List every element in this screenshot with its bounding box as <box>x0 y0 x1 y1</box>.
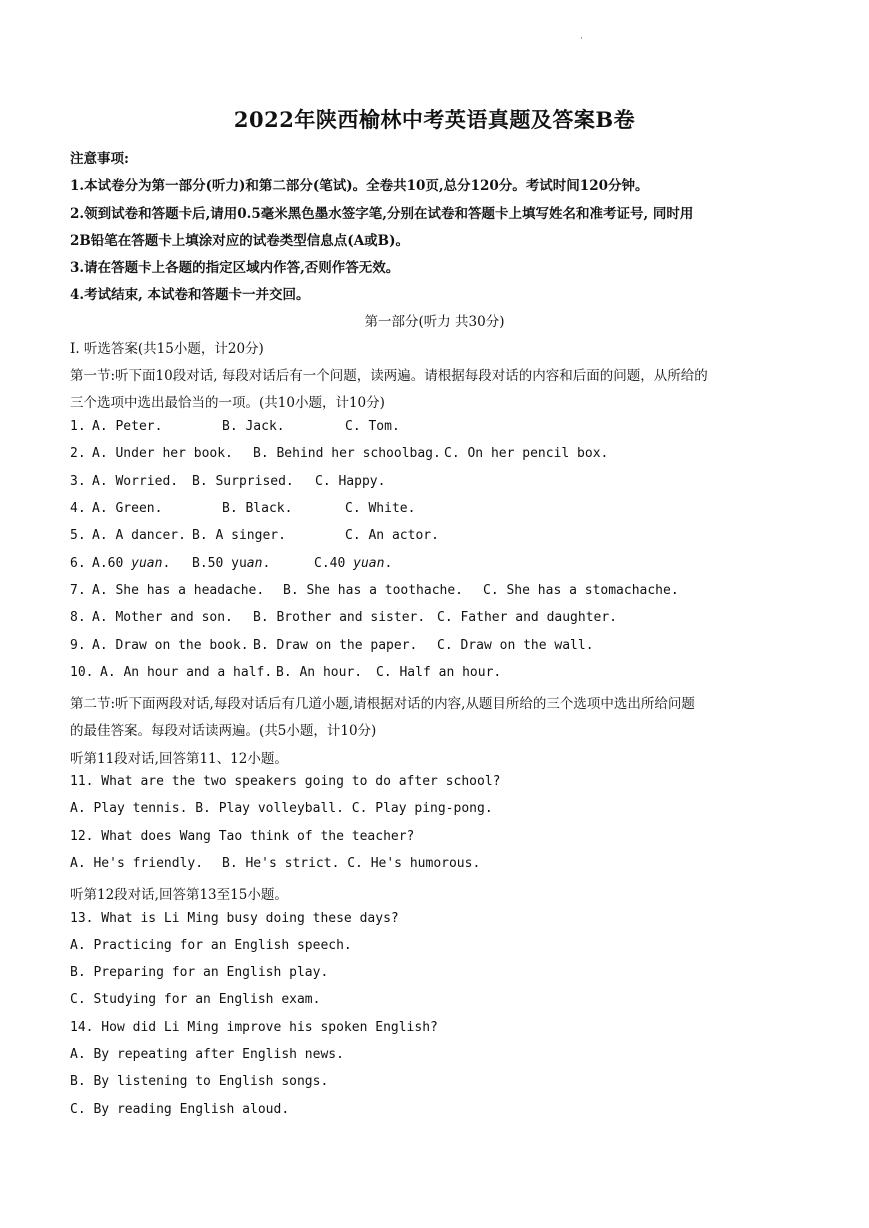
q1-number: 1. <box>70 419 86 434</box>
q9-option-b: B. Draw on the paper. <box>253 638 418 653</box>
q2-option-c: C. On her pencil box. <box>444 446 609 461</box>
sub1-instructions-line2: 三个选项中选出最恰当的一项。(共10小题，计10分) <box>70 395 385 411</box>
dialogue-12-note: 听第12段对话,回答第13至15小题。 <box>70 887 288 903</box>
q6-b-price: B.50 yu <box>192 556 247 571</box>
sub2-instructions-line2: 的最佳答案。每段对话读两遍。(共5小题，计10分) <box>70 723 377 739</box>
q6-option-b <box>192 556 270 571</box>
q7-option-c: C. She has a stomachache. <box>483 583 679 598</box>
q2-number: 2. <box>70 446 86 461</box>
q3-option-c: C. Happy. <box>315 474 386 489</box>
q13-option-c: C. Studying for an English exam. <box>70 992 321 1007</box>
q5-option-b: B. A singer. <box>192 528 286 543</box>
q4-option-a: A. Green. <box>92 501 163 516</box>
question-13-stem: 13. What is Li Ming busy doing these days? <box>70 911 399 926</box>
q4-option-b: B. Black. <box>222 501 293 516</box>
q5-option-c: C. An actor. <box>345 528 439 543</box>
part1-heading: 第一部分(听力 共30分) <box>364 314 505 330</box>
dialogue-11-note: 听第11段对话,回答第11、12小题。 <box>70 751 288 767</box>
notice-heading: 注意事项: <box>70 151 129 167</box>
question-7 <box>70 583 810 598</box>
q9-option-a: A. Draw on the book. <box>92 638 249 653</box>
question-11-stem: 11. What are the two speakers going to do after school? <box>70 774 501 789</box>
q1-option-c: C. Tom. <box>345 419 400 434</box>
q6-option-a <box>92 556 170 571</box>
q13-option-a: A. Practicing for an English speech. <box>70 938 352 953</box>
q10-option-c: C. Half an hour. <box>376 665 502 680</box>
sub2-instructions-line1: 第二节:听下面两段对话,每段对话后有几道小题,请根据对话的内容,从题目所给的三个选项中选出所给问题 <box>70 696 695 712</box>
q2-option-b: B. Behind her schoolbag. <box>253 446 441 461</box>
q13-option-b: B. Preparing for an English play. <box>70 965 329 980</box>
q3-number: 3. <box>70 474 86 489</box>
question-1 <box>70 419 810 434</box>
notice-item-2a: 2.领到试卷和答题卡后,请用0.5毫米黑色墨水签字笔,分别在试卷和答题卡上填写姓名和准考证号, 同时用 <box>70 206 694 222</box>
question-11-options: A. Play tennis. B. Play volleyball. C. Play ping-pong. <box>70 801 493 816</box>
q2-option-a: A. Under her book. <box>92 446 233 461</box>
q7-option-b: B. She has a toothache. <box>283 583 464 598</box>
q8-option-c: C. Father and daughter. <box>437 610 618 625</box>
question-6 <box>70 556 810 571</box>
notice-item-4: 4.考试结束, 本试卷和答题卡一并交回。 <box>70 287 310 303</box>
q6-c-price: C.40 <box>314 556 354 571</box>
q10-number: 10. <box>70 665 94 680</box>
q6-option-c <box>314 556 392 571</box>
notice-item-3: 3.请在答题卡上各题的指定区域内作答,否则作答无效。 <box>70 260 400 276</box>
q14-option-c: C. By reading English aloud. <box>70 1102 290 1117</box>
section1-title: I. 听选答案(共15小题，计20分) <box>70 341 264 357</box>
q7-number: 7. <box>70 583 86 598</box>
q4-option-c: C. White. <box>345 501 416 516</box>
q5-option-a: A. A dancer. <box>92 528 186 543</box>
q6-b-period: . <box>262 556 271 571</box>
header-dot: · <box>580 34 583 44</box>
sub1-instructions-line1: 第一节:听下面10段对话, 每段对话后有一个问题，读两遍。请根据每段对话的内容和后面的问题，从所给的 <box>70 368 708 384</box>
q6-a-price: A.60 <box>92 556 132 571</box>
q9-number: 9. <box>70 638 86 653</box>
notice-item-2b: 2B铅笔在答题卡上填涂对应的试卷类型信息点(A或B)。 <box>70 233 409 249</box>
question-12-stem: 12. What does Wang Tao think of the teacher? <box>70 829 415 844</box>
q3-option-b: B. Surprised. <box>192 474 294 489</box>
q6-number: 6. <box>70 556 86 571</box>
q6-c-period: . <box>384 556 393 571</box>
q10-option-b: B. An hour. <box>276 665 363 680</box>
q14-option-b: B. By listening to English songs. <box>70 1074 329 1089</box>
q8-option-a: A. Mother and son. <box>92 610 233 625</box>
question-2 <box>70 446 810 461</box>
q6-c-unit: yuan <box>353 556 385 571</box>
question-14-stem: 14. How did Li Ming improve his spoken English? <box>70 1020 438 1035</box>
q1-option-b: B. Jack. <box>222 419 285 434</box>
q14-option-a: A. By repeating after English news. <box>70 1047 344 1062</box>
q9-option-c: C. Draw on the wall. <box>437 638 594 653</box>
q5-number: 5. <box>70 528 86 543</box>
q6-a-period: . <box>162 556 171 571</box>
q6-b-unit: an <box>246 556 263 571</box>
question-8 <box>70 610 810 625</box>
q7-option-a: A. She has a headache. <box>92 583 265 598</box>
q3-option-a: A. Worried. <box>92 474 179 489</box>
q10-option-a: A. An hour and a half. <box>100 665 273 680</box>
q8-option-b: B. Brother and sister. <box>253 610 426 625</box>
q4-number: 4. <box>70 501 86 516</box>
q1-option-a: A. Peter. <box>92 419 163 434</box>
notice-item-1: 1.本试卷分为第一部分(听力)和第二部分(笔试)。全卷共10页,总分120分。考试时间120分钟。 <box>70 178 649 194</box>
question-5 <box>70 528 810 543</box>
question-9 <box>70 638 810 653</box>
page-title: 2022年陕西榆林中考英语真题及答案B卷 <box>233 107 636 132</box>
q12-option-bc: B. He's strict. C. He's humorous. <box>222 856 481 871</box>
question-4 <box>70 501 810 516</box>
question-3 <box>70 474 810 489</box>
question-10 <box>70 665 810 680</box>
q12-option-a: A. He's friendly. <box>70 856 204 871</box>
question-12-options <box>70 856 810 871</box>
q6-a-unit: yuan <box>131 556 163 571</box>
q8-number: 8. <box>70 610 86 625</box>
